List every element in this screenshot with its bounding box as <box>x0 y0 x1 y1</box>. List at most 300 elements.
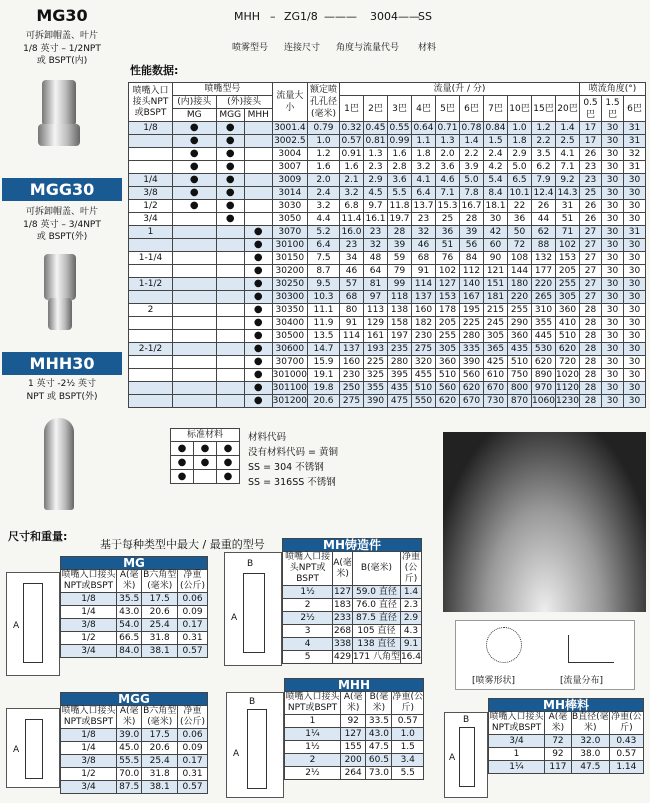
model-mg30-desc: 可拆卸帽盖、叶片 1/8 英寸 – 1/2NPT 或 BSPT(内) <box>23 31 101 66</box>
type-mhh-dot <box>244 161 272 174</box>
flow-code: 30200 <box>272 265 307 278</box>
angle-value: 30 <box>624 278 646 291</box>
flow-value: 1.0 <box>508 122 532 135</box>
angle-value: 31 <box>624 135 646 148</box>
flow-value: 51 <box>436 239 460 252</box>
flow-value: 280 <box>388 356 412 369</box>
type-mhh-dot: ● <box>244 330 272 343</box>
flow-value: 455 <box>412 369 436 382</box>
mg30-nozzle-image <box>42 80 76 126</box>
dims-row <box>283 612 422 625</box>
flow-value: 230 <box>412 330 436 343</box>
flow-value: 121 <box>484 265 508 278</box>
flow-value: 182 <box>412 317 436 330</box>
type-mg-dot: ● <box>173 174 217 187</box>
std-material-label: 标准材料 <box>171 429 240 442</box>
type-mgg-dot: ● <box>216 148 244 161</box>
type-mhh-dot: ● <box>244 278 272 291</box>
dims-hdr-inlet: 喷嘴入口接头NPT或BSPT <box>61 706 116 727</box>
flow-value: 25 <box>436 213 460 226</box>
type-mg-dot <box>173 330 217 343</box>
angle-value: 30 <box>624 304 646 317</box>
dims-cell: 200 <box>341 754 366 767</box>
inlet-size: 1/4 <box>129 174 173 187</box>
flow-value: 280 <box>460 330 484 343</box>
flow-value: 8.4 <box>484 187 508 200</box>
flow-value: 1.2 <box>532 122 556 135</box>
dims-hdr-weight: 净重(公斤) <box>178 570 208 593</box>
angle-value: 31 <box>624 161 646 174</box>
code-part-size: ZG1/8 <box>284 10 318 23</box>
flow-value: 4.1 <box>556 148 580 161</box>
dims-row <box>489 761 644 774</box>
flow-code: 30250 <box>272 278 307 291</box>
dims-hdr-weight: 净重(公斤) <box>392 692 423 713</box>
dims-table-title: MG <box>61 557 208 570</box>
dims-cell: 2 <box>285 754 341 767</box>
flow-value: 16.7 <box>461 201 482 211</box>
flow-code: 30350 <box>272 304 307 317</box>
type-mgg-dot: ● <box>216 161 244 174</box>
dims-cell: 39.0 <box>117 729 142 742</box>
flow-value: 510 <box>556 330 580 343</box>
orifice: 10.3 <box>308 291 340 304</box>
inlet-size: 1/2 <box>129 200 173 213</box>
type-mgg-dot <box>216 395 244 408</box>
inlet-size <box>129 382 173 395</box>
flow-value: 59 <box>388 252 412 265</box>
flow-value: 10.1 <box>509 188 530 198</box>
dims-row <box>285 767 424 780</box>
dims-row <box>61 593 208 606</box>
angle-value: 30 <box>624 330 646 343</box>
orifice: 8.7 <box>308 265 340 278</box>
angle-value: 30 <box>602 330 624 343</box>
flow-value: 34 <box>340 252 364 265</box>
flow-value: 2.0 <box>436 148 460 161</box>
flow-code: 3050 <box>272 213 307 226</box>
flow-value: 390 <box>460 356 484 369</box>
flow-value: 445 <box>532 330 556 343</box>
orifice: 1.6 <box>308 161 340 174</box>
dims-cell: 1/8 <box>61 729 117 742</box>
angle-value: 28 <box>580 343 602 356</box>
flow-value: 32 <box>412 226 436 239</box>
inlet-size: 3/8 <box>129 187 173 200</box>
dims-hdr-weight: 净重(公斤) <box>178 706 208 729</box>
type-mgg-dot: ● <box>216 213 244 226</box>
flow-value: 71 <box>556 226 580 239</box>
flow-value: 2.2 <box>532 135 556 148</box>
hdr-bar: 1巴 <box>340 96 364 122</box>
flow-value: 275 <box>340 395 364 408</box>
hdr-flow: 流量(升 / 分) <box>340 83 580 96</box>
dims-cell: 59.0 直径 <box>352 586 400 599</box>
flow-value: 620 <box>532 356 556 369</box>
angle-value: 30 <box>624 265 646 278</box>
inlet-size <box>129 161 173 174</box>
angle-value: 30 <box>624 239 646 252</box>
angle-value: 30 <box>602 174 624 187</box>
flow-value: 730 <box>484 395 508 408</box>
flow-value: 137 <box>340 343 364 356</box>
flow-value: 325 <box>364 369 388 382</box>
flow-value: 250 <box>340 382 364 395</box>
flow-value: 970 <box>532 382 556 395</box>
hdr-bar: 10巴 <box>508 96 532 122</box>
hdr-angle-bar: 1.5巴 <box>602 96 624 122</box>
flow-value: 113 <box>364 304 388 317</box>
orifice: 2.4 <box>308 187 340 200</box>
flow-value: 177 <box>532 265 556 278</box>
mh-cast-dims-table <box>282 538 422 664</box>
flow-value: 112 <box>460 265 484 278</box>
type-mg-dot <box>173 382 217 395</box>
type-mhh-dot: ● <box>244 356 272 369</box>
flow-value: 88 <box>532 239 556 252</box>
dims-hdr-b: B六角型(毫米) <box>143 706 177 727</box>
material-code-brass: 没有材料代码 = 黄铜 <box>248 447 338 458</box>
dims-cell: 127 <box>333 587 352 597</box>
dims-cell: 1.4 <box>400 586 421 599</box>
flow-value: 310 <box>532 304 556 317</box>
flow-value: 80 <box>340 304 364 317</box>
type-mgg-dot <box>216 226 244 239</box>
flow-value: 180 <box>508 278 532 291</box>
hdr-bar: 2巴 <box>364 96 388 122</box>
type-mhh-dot: ● <box>244 304 272 317</box>
angle-value: 30 <box>624 343 646 356</box>
angle-value: 30 <box>602 226 624 239</box>
dims-cell: 43.0 <box>117 606 142 619</box>
dims-row <box>61 742 208 755</box>
type-mhh-dot <box>244 122 272 135</box>
type-mgg-dot: ● <box>216 187 244 200</box>
type-mgg-dot: ● <box>216 122 244 135</box>
type-mg-dot <box>173 226 217 239</box>
flow-value: 0.78 <box>461 123 482 133</box>
dims-cell: 183 <box>333 600 352 610</box>
flow-value: 6.2 <box>532 161 556 174</box>
dims-row <box>285 741 424 754</box>
dims-cell: 25.4 <box>142 619 178 632</box>
flow-value: 355 <box>364 382 388 395</box>
dims-cell: 1.5 <box>392 741 424 754</box>
flow-code: 3070 <box>272 226 307 239</box>
flow-value: 890 <box>532 369 556 382</box>
type-mhh-dot: ● <box>244 395 272 408</box>
hdr-outer: (外)接头 <box>216 96 272 109</box>
code-label-size: 连接尺寸 <box>284 43 321 53</box>
flow-value: 42 <box>484 226 508 239</box>
flow-value: 114 <box>412 278 436 291</box>
flow-value: 84 <box>460 252 484 265</box>
mhh-dims-table <box>284 678 424 780</box>
flow-value: 620 <box>436 395 460 408</box>
flow-value: 91 <box>412 265 436 278</box>
flow-value: 205 <box>556 265 580 278</box>
model-code-diagram: MHH – ZG1/8 ——— 3004 —— SS 喷雾型号 连接尺寸 角度与流量代号 材料 <box>232 10 437 53</box>
inlet-size <box>129 239 173 252</box>
flow-value: 197 <box>388 330 412 343</box>
hdr-orifice: 额定喷孔孔径(毫米) <box>308 83 340 122</box>
dims-cell: 60.5 <box>366 754 392 767</box>
flow-value: 23 <box>364 226 388 239</box>
flow-value: 79 <box>388 265 412 278</box>
flow-value: 12.4 <box>533 188 554 198</box>
model-mhh30-desc: 1 英寸 -2½ 英寸 NPT 或 BSPT(外) <box>26 379 98 402</box>
flow-value: 11.8 <box>389 201 410 211</box>
flow-value: 39 <box>388 239 412 252</box>
material-code-heading: 材料代码 <box>248 432 287 443</box>
dims-cell: 16.4 <box>400 652 421 662</box>
flow-value: 3.2 <box>340 187 364 200</box>
dims-cell: 33.5 <box>366 715 392 728</box>
flow-value: 50 <box>508 226 532 239</box>
angle-value: 27 <box>580 239 602 252</box>
type-mgg-dot <box>216 330 244 343</box>
flow-code: 3009 <box>272 174 307 187</box>
inlet-size <box>129 317 173 330</box>
dims-title: 尺寸和重量: <box>8 530 68 543</box>
performance-row <box>129 291 646 304</box>
type-mgg-dot <box>216 291 244 304</box>
flow-value: 102 <box>556 239 580 252</box>
performance-row <box>129 395 646 408</box>
dims-hdr-weight: 净重(公斤) <box>611 712 642 733</box>
flow-value: 425 <box>484 356 508 369</box>
flow-value: 64 <box>364 265 388 278</box>
dims-cell: 25.4 <box>142 755 178 768</box>
flow-code: 3007 <box>272 161 307 174</box>
hdr-bar: 20巴 <box>556 96 580 122</box>
flow-value: 610 <box>484 369 508 382</box>
dims-cell: 31.8 <box>142 768 178 781</box>
angle-value: 28 <box>580 356 602 369</box>
flow-value: 0.57 <box>341 136 362 146</box>
dims-cell: 2½ <box>283 612 333 625</box>
flow-value: 28 <box>388 226 412 239</box>
mgg-drawing: A <box>6 708 60 788</box>
dims-cell: 5 <box>283 651 333 664</box>
dims-cell: 0.31 <box>178 768 208 781</box>
hdr-bar: 5巴 <box>436 96 460 122</box>
flow-value: 395 <box>388 369 412 382</box>
flow-code: 3002.5 <box>274 136 306 146</box>
orifice: 1.2 <box>308 148 340 161</box>
performance-row <box>129 239 646 252</box>
spray-diagrams <box>455 620 635 690</box>
mh-cast-drawing: B A <box>224 552 282 666</box>
flow-value: 2.1 <box>340 174 364 187</box>
type-mg-dot <box>173 213 217 226</box>
orifice: 11.9 <box>308 317 340 330</box>
flow-value: 360 <box>556 304 580 317</box>
dims-cell: 0.31 <box>178 632 208 645</box>
dims-cell: 1½ <box>283 586 333 599</box>
dims-row <box>61 729 208 742</box>
flow-value: 1.4 <box>460 135 484 148</box>
dims-cell: 0.17 <box>178 755 208 768</box>
material-code-304: SS = 304 不锈钢 <box>248 462 324 473</box>
flow-value: 14.3 <box>557 188 578 198</box>
performance-row <box>129 369 646 382</box>
flow-value: 81 <box>364 278 388 291</box>
dims-cell: 1½ <box>285 741 341 754</box>
type-mhh-dot <box>244 187 272 200</box>
flow-value: 2.8 <box>388 161 412 174</box>
flow-value: 2.9 <box>508 148 532 161</box>
inlet-size: 1/8 <box>129 122 173 135</box>
flow-value: 2.9 <box>364 174 388 187</box>
performance-row <box>129 148 646 161</box>
hdr-bar: 7巴 <box>484 96 508 122</box>
flow-value: 290 <box>508 317 532 330</box>
angle-value: 30 <box>602 317 624 330</box>
flow-value: 410 <box>556 317 580 330</box>
hdr-bar: 6巴 <box>460 96 484 122</box>
flow-value: 118 <box>388 291 412 304</box>
type-mg-dot <box>173 239 217 252</box>
dims-cell: 117 <box>545 761 572 774</box>
dims-cell: 20.6 <box>142 606 178 619</box>
flow-value: 151 <box>484 278 508 291</box>
flow-value: 1230 <box>556 396 579 406</box>
model-mg30: MG30 <box>36 6 88 25</box>
flow-value: 144 <box>508 265 532 278</box>
flow-value: 435 <box>388 382 412 395</box>
angle-value: 30 <box>602 278 624 291</box>
flow-value: 305 <box>556 291 580 304</box>
flow-value: 2.5 <box>556 135 580 148</box>
spray-shape-icon <box>486 627 522 663</box>
hdr-inner: (内)接头 <box>173 96 217 109</box>
hdr-mhh: MHH <box>244 109 272 122</box>
flow-value: 360 <box>436 356 460 369</box>
flow-value: 620 <box>556 343 580 356</box>
dims-cell: 0.06 <box>178 593 208 606</box>
type-mg-dot <box>173 265 217 278</box>
dims-cell: 1 <box>489 748 545 761</box>
flow-value: 19.7 <box>389 214 410 224</box>
inlet-size <box>129 148 173 161</box>
mgg30-nozzle-image <box>44 254 76 300</box>
angle-value: 31 <box>624 226 646 239</box>
type-mhh-dot: ● <box>244 226 272 239</box>
flow-value: 7.1 <box>436 187 460 200</box>
angle-value: 30 <box>602 135 624 148</box>
flow-value: 1120 <box>556 383 579 393</box>
dims-cell: 138 直径 <box>352 638 400 651</box>
left-column <box>0 0 124 520</box>
flow-value: 275 <box>412 343 436 356</box>
orifice: 19.1 <box>308 369 340 382</box>
angle-value: 30 <box>602 291 624 304</box>
flow-value: 7.8 <box>460 187 484 200</box>
dims-table-title: MHH <box>285 679 424 692</box>
type-mhh-dot <box>244 200 272 213</box>
performance-table <box>128 82 646 408</box>
flow-code: 3014 <box>272 187 307 200</box>
flow-value: 435 <box>508 343 532 356</box>
flow-value: 181 <box>484 291 508 304</box>
dims-cell: 1¼ <box>285 728 341 741</box>
flow-value: 129 <box>364 317 388 330</box>
flow-value: 9.2 <box>556 174 580 187</box>
flow-value: 9.7 <box>364 200 388 213</box>
dims-subtitle: 基于每种类型中最大 / 最重的型号 <box>100 538 265 551</box>
hdr-inlet: 喷嘴入口接头NPT或BSPT <box>129 83 173 122</box>
angle-value: 17 <box>580 135 602 148</box>
flow-value: 22 <box>508 200 532 213</box>
flow-value: 195 <box>460 304 484 317</box>
orifice: 4.4 <box>308 213 340 226</box>
code-part-angle: 3004 <box>370 10 398 23</box>
type-mg-dot <box>173 343 217 356</box>
flow-value: 3.5 <box>532 148 556 161</box>
dims-cell: 1/8 <box>61 593 117 606</box>
dims-cell: 20.6 <box>142 742 178 755</box>
dims-cell: 0.57 <box>392 715 424 728</box>
flow-value: 102 <box>436 265 460 278</box>
flow-value: 0.64 <box>413 123 434 133</box>
angle-value: 30 <box>624 252 646 265</box>
orifice: 9.5 <box>308 278 340 291</box>
flow-value: 1060 <box>532 396 555 406</box>
angle-value: 30 <box>602 304 624 317</box>
flow-value: 4.6 <box>436 174 460 187</box>
dims-cell: 4 <box>283 638 333 651</box>
angle-value: 31 <box>624 122 646 135</box>
flow-value: 160 <box>412 304 436 317</box>
performance-row <box>129 343 646 356</box>
dims-cell: 264 <box>341 767 366 780</box>
dims-cell: 87.5 <box>117 781 142 794</box>
flow-value: 720 <box>556 356 580 369</box>
flow-value: 127 <box>436 278 460 291</box>
flow-value: 48 <box>364 252 388 265</box>
hdr-bar: 15巴 <box>532 96 556 122</box>
type-mgg-dot <box>216 239 244 252</box>
dims-cell: 17.5 <box>142 593 178 606</box>
type-mg-dot: ● <box>173 148 217 161</box>
angle-value: 30 <box>624 291 646 304</box>
type-mg-dot <box>173 291 217 304</box>
orifice: 1.0 <box>308 135 340 148</box>
flow-value: 670 <box>460 395 484 408</box>
angle-value: 30 <box>602 252 624 265</box>
flow-value: 46 <box>340 265 364 278</box>
type-mg-dot: ● <box>173 187 217 200</box>
code-label-material: 材料 <box>418 43 437 53</box>
flow-value: 0.84 <box>485 123 506 133</box>
flow-value: 114 <box>340 330 364 343</box>
flow-value: 15.3 <box>437 201 458 211</box>
angle-value: 26 <box>580 148 602 161</box>
flow-value: 39 <box>460 226 484 239</box>
mhh30-nozzle-image <box>44 418 74 510</box>
dims-cell: 66.5 <box>117 632 142 645</box>
dims-row <box>283 599 422 612</box>
dims-cell: 3/8 <box>61 619 117 632</box>
flow-value: 4.1 <box>412 174 436 187</box>
flow-value: 1.5 <box>484 135 508 148</box>
angle-value: 30 <box>602 239 624 252</box>
flow-value: 16.0 <box>341 227 362 237</box>
type-mg-dot <box>173 252 217 265</box>
angle-value: 28 <box>580 317 602 330</box>
flow-value: 3.2 <box>412 161 436 174</box>
